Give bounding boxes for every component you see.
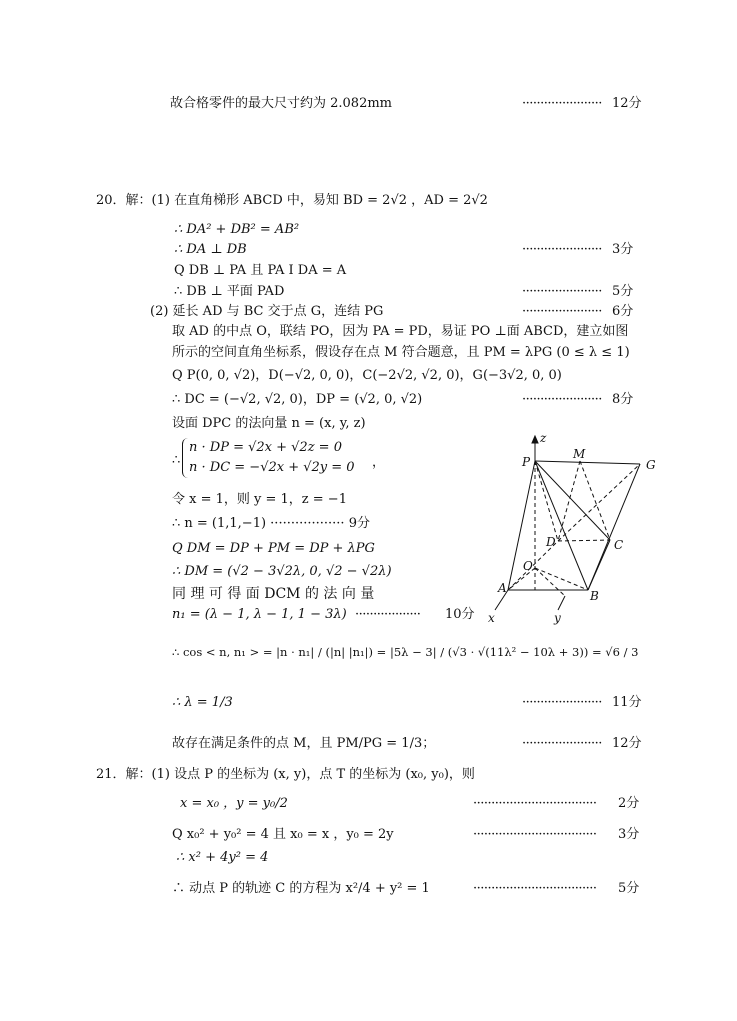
equation-system <box>182 438 355 478</box>
dot-leader: ·································· <box>473 881 597 896</box>
text-line: Q P(0, 0, √2)，D(−√2, 0, 0)，C(−2√2, √2, 0)，G(−3√2, 0, 0) <box>172 368 562 383</box>
text-line: n₁ = (λ − 1, λ − 1, 1 − 3λ) <box>172 607 347 622</box>
y-axis <box>558 596 565 610</box>
text-line: x = x₀ ，y = y₀/2 <box>180 796 288 811</box>
problem-21-heading: 21．解：(1) 设点 P 的坐标为 (x, y)，点 T 的坐标为 (x₀, y₀)，则 <box>96 767 475 782</box>
edge-PG <box>535 461 640 464</box>
label-O: O <box>523 559 533 573</box>
label-M: M <box>573 447 586 461</box>
dot-leader: ·································· <box>473 827 597 842</box>
score-label: 5分 <box>612 284 634 299</box>
dot-leader: ······················ <box>522 695 602 710</box>
text-line: 取 AD 的中点 O，联结 PO，因为 PA = PD，易证 PO ⊥面 ABCD，建立如图 <box>172 324 629 339</box>
z-axis-arrow <box>532 436 538 443</box>
dot-leader: ······················ <box>522 96 602 111</box>
text-line: 设面 DPC 的法向量 n = (x, y, z) <box>172 416 366 431</box>
edge-PC <box>535 461 610 540</box>
brace <box>182 438 355 478</box>
text-line: Q x₀² + y₀² = 4 且 x₀ = x ，y₀ = 2y <box>172 827 394 842</box>
score-label: 12分 <box>612 736 642 751</box>
dot-leader: ·································· <box>473 796 597 811</box>
label-y: y <box>554 611 561 625</box>
equation-line: n · DC = −√2x + √2y = 0 <box>189 460 355 475</box>
text-line: 故合格零件的最大尺寸约为 2.082mm <box>170 96 393 111</box>
dashed-MC <box>580 461 610 540</box>
score-label: 12分 <box>612 96 642 111</box>
cosine-formula: ∴ cos < n, n₁ > = |n · n₁| / (|n| |n₁|) = |5λ − 3| / (√3 · √(11λ² − 10λ + 3)) = √6 / 3 <box>172 645 639 659</box>
score-label: 8分 <box>612 392 634 407</box>
equation-line: n · DP = √2x + √2z = 0 <box>189 440 342 455</box>
label-B: B <box>590 589 599 603</box>
text-line: ∴ DA² + DB² = AB² <box>174 222 300 237</box>
score-label: 10分 <box>445 607 475 622</box>
text-line: ∴ 动点 P 的轨迹 C 的方程为 x²/4 + y² = 1 <box>172 881 430 896</box>
label-P: P <box>522 455 531 469</box>
dot-leader: ······················ <box>522 392 602 407</box>
dot-leader: ·················· <box>355 607 421 622</box>
text-line: Q DM = DP + PM = DP + λPG <box>172 541 375 556</box>
dot-leader: ······················ <box>522 242 602 257</box>
dot-leader: ······················ <box>522 284 602 299</box>
dashed-MD <box>558 461 580 541</box>
text-line: ∴ λ = 1/3 <box>172 695 233 710</box>
text-line: ∴ DA ⊥ DB <box>174 242 247 257</box>
text-line: ∴ n = (1,1,−1) ·················· 9分 <box>172 516 370 531</box>
text-line: ∴ DB ⊥ 平面 PAD <box>174 284 285 299</box>
text-line: ∴ DC = (−√2, √2, 0)，DP = (√2, 0, √2) <box>172 392 423 407</box>
dashed-O-y <box>535 568 565 596</box>
score-label: 11分 <box>612 695 642 710</box>
text-line: 同 理 可 得 面 DCM 的 法 向 量 <box>172 586 375 602</box>
text-line: 故存在满足条件的点 M，且 PM/PG = 1/3； <box>172 736 436 751</box>
score-label: 3分 <box>618 827 640 842</box>
dashed-DC <box>558 540 610 541</box>
label-D: D <box>546 535 556 549</box>
edge-PB <box>535 461 588 590</box>
text-line: 令 x = 1，则 y = 1，z = −1 <box>172 492 347 507</box>
dot-leader: ······················ <box>522 736 602 751</box>
text-line: (2) 延长 AD 与 BC 交于点 G，连结 PG <box>150 304 384 319</box>
label-x: x <box>488 611 495 625</box>
score-label: 2分 <box>618 796 640 811</box>
text-line: Q DB ⊥ PA 且 PA I DA = A <box>174 263 347 278</box>
text-line: ∴ <box>172 453 181 468</box>
dashed-DG <box>558 464 640 541</box>
label-z: z <box>540 431 547 445</box>
text-line: 所示的空间直角坐标系，假设存在点 M 符合题意，且 PM = λPG (0 ≤ λ ≤ 1) <box>172 345 630 360</box>
score-label: 5分 <box>618 881 640 896</box>
text-line: ∴ x² + 4y² = 4 <box>176 850 269 865</box>
label-C: C <box>614 538 624 552</box>
edge-CB <box>588 540 610 590</box>
score-label: 6分 <box>612 304 634 319</box>
problem-20-heading: 20．解：(1) 在直角梯形 ABCD 中，易知 BD = 2√2 ，AD = 2√2 <box>96 193 488 208</box>
score-label: 3分 <box>612 242 634 257</box>
text-line: ， <box>372 455 386 470</box>
label-A: A <box>498 581 507 595</box>
text-line: ∴ DM = (√2 − 3√2λ, 0, √2 − √2λ) <box>172 564 392 579</box>
pyramid-figure <box>480 428 680 628</box>
dot-leader: ······················ <box>522 304 602 319</box>
label-G: G <box>646 458 656 472</box>
